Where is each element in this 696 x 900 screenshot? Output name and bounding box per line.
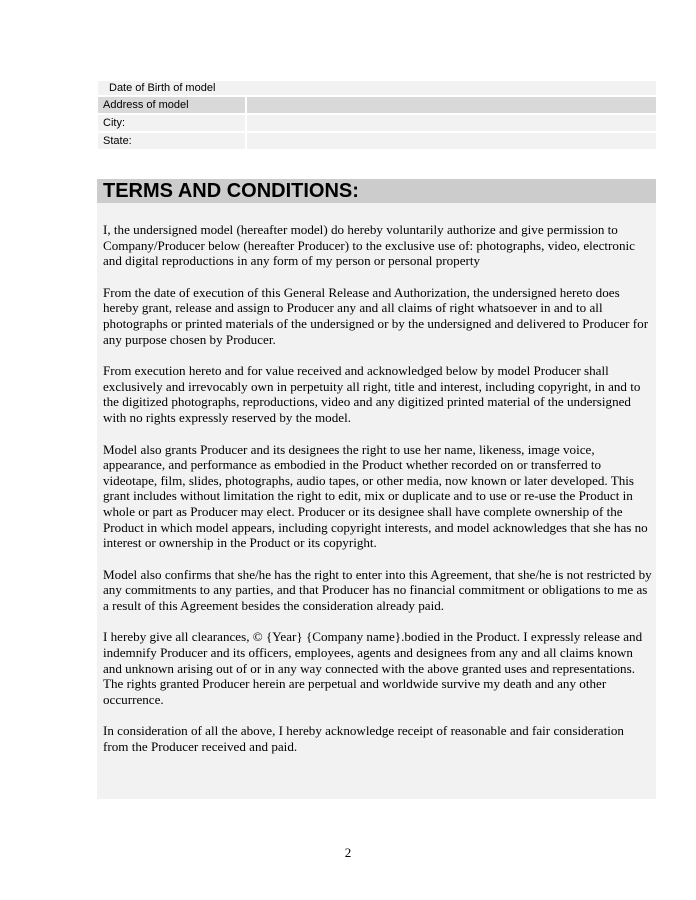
terms-paragraph: I hereby give all clearances, © {Year} {Company name}.bodied in the Product. I expressly release and indemnify Producer and its officers, employees, agents and designees from any and all claims known and unknown arising out of or in any way connected with the above granted uses and representations. The rights granted Producer herein are perpetual and worldwide survive my death and any other occurrence. [103, 629, 643, 707]
terms-paragraph: Model also confirms that she/he has the right to enter into this Agreement, that she/he is not restricted by any commitments to any parties, and that Producer has no financial commitment or obligations to me as a result of this Agreement besides the consideration already paid. [103, 566, 652, 613]
model-info-form [98, 81, 656, 151]
terms-paragraph: From execution hereto and for value received and acknowledged below by model Producer shall exclusively and irrevocably own in perpetuity all right, title and interest, including copyright, in and to the digitized photographs, reproductions, video and any digitized printed material of the undersigned with no rights expressly reserved by the model. [103, 363, 641, 425]
state-field[interactable] [247, 133, 656, 149]
page-number: 2 [344, 845, 352, 860]
city-label: City: [98, 115, 245, 131]
form-row-dob [98, 81, 656, 95]
dob-field[interactable] [245, 81, 656, 95]
terms-paragraph: In consideration of all the above, I hereby acknowledge receipt of reasonable and fair consideration from the Producer received and paid. [103, 723, 624, 755]
dob-label: Date of Birth of model [98, 81, 245, 95]
terms-paragraph: From the date of execution of this General Release and Authorization, the undersigned hereto does hereby grant, release and assign to Producer any and all claims of right whatsoever in and to all photographs or printed materials of the undersigned or by the undersigned and delivered to Producer for any purpose chosen by Producer. [103, 284, 649, 347]
city-field[interactable] [247, 115, 656, 131]
terms-section [97, 179, 656, 799]
form-row-city [98, 115, 656, 131]
address-field[interactable] [247, 97, 656, 113]
terms-paragraph: I, the undersigned model (hereafter model) do hereby voluntarily authorize and give permission to Company/Producer below (hereafter Producer) to the exclusive use of: photographs, video, electronic and digital reproductions in any form of my person or personal property [103, 222, 635, 269]
terms-paragraph: Model also grants Producer and its designees the right to use her name, likeness, image voice, appearance, and performance as embodied in the Product whether recorded on or transferred to videotape, film, slides, photographs, audio tapes, or other media, now known or later developed. This grant includes without limitation the right to edit, mix or duplicate and to use or re-use the Product in whole or part as Producer may elect. Producer or its designee shall have complete ownership of the Product in which model appears, including copyright interests, and model acknowledges that she has no interest or ownership in the Product or its copyright. [103, 441, 648, 551]
form-row-address [98, 97, 656, 113]
address-label: Address of model [98, 97, 245, 113]
form-row-state [98, 133, 656, 149]
terms-title: TERMS AND CONDITIONS: [97, 179, 656, 203]
state-label: State: [98, 133, 245, 149]
terms-body [97, 222, 656, 755]
